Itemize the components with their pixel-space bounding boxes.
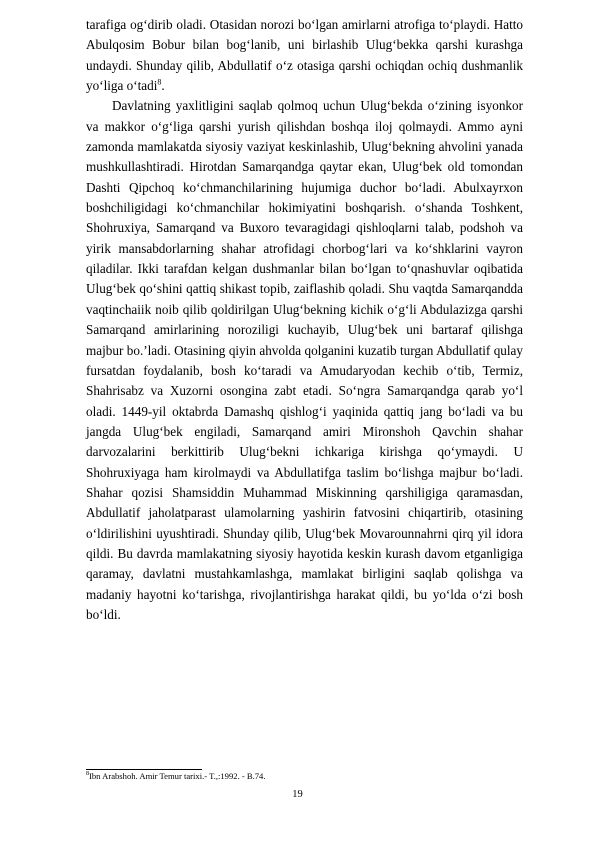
footnote-reference[interactable]: 8 (157, 77, 162, 87)
footnote (86, 771, 523, 782)
paragraph-1-text: tarafiga og‘dirib oladi. Otasidan norozi bo‘lgan amirlarni atrofiga to‘playdi. Hatto Abulqosim Bobur bilan bog‘lanib, uni birlashib Ulug‘bekka qarshi kurashga undaydi. Shunday qilib, Abdullatif o‘z otasiga qarshi ochiqdan ochiq dushmanlik yo‘liga o‘tadi (86, 17, 523, 94)
footnote-text: Ibn Arabshoh. Amir Temur tarixi.- T.,:1992. - B.74. (89, 771, 266, 781)
paragraph-1-end: . (161, 78, 165, 94)
main-text (86, 15, 523, 625)
page-number: 19 (292, 789, 303, 800)
paragraph-1 (86, 15, 523, 96)
footnote-divider (86, 769, 202, 770)
paragraph-2: Davlatning yaxlitligini saqlab qolmoq uchun Ulug‘bekda o‘zining isyonkor va makkor o‘g‘liga qarshi yurish qilishdan boshqa iloj qolmaydi. Ammo ayni zamonda mamlakatda siyosiy vaziyat keskinlashib, Ulug‘bekning ahvolini yanada mushkullashtiradi. Hirotdan Samarqandga qaytar ekan, Ulug‘bek old tomondan Dashti Qipchoq ko‘chmanchilarining hujumiga duchor bo‘ladi. Abulxayrxon boshchiligidagi ko‘chmanchilar hokimiyatini boshqarish. o‘shanda Toshkent, Shohruxiya, Samarqand va Buxoro tevaragidagi qishloqlarni talab, podshoh va yirik mansabdorlarning shahar atrofidagi chorbog‘lari va ko‘shklarini vayron qiladilar. Ikki tarafdan kelgan dushmanlar bilan bo‘lgan to‘qnashuvlar oqibatida Ulug‘bek qo‘shini qattiq shikast topib, zaiflashib qoladi. Shu vaqtda Samarqandda vaqtinchaiik noib qilib qoldirilgan Ulug‘bekning kichik o‘g‘li Abdulazizga qarshi Samarqand amirlarining noroziligi kuchayib, Ulug‘bek uni bartaraf qilishga majbur bo.’ladi. Otasining qiyin ahvolda qolganini kuzatib turgan Abdullatif qulay fursatdan foydalanib, bosh ko‘taradi va Amudaryodan kechib o‘tib, Termiz, Shahrisabz va Xuzorni osongina zabt etadi. So‘ngra Samarqandga qarab yo‘l oladi. 1449-yil oktabrda Damashq qishlog‘i yaqinida qattiq jang bo‘ladi va bu jangda Ulug‘bek engiladi, Samarqand amiri Mironshoh Qavchin shahar darvozalarini berkittirib Ulug‘bekni ichkariga kirishga qo‘ymaydi. U Shohruxiyaga ham kirolmaydi va Abdullatifga taslim bo‘lishga majbur bo‘ladi. Shahar qozisi Shamsiddin Muhammad Miskinning qarshiligiga qaramasdan, Abdullatif jaholatparast ulamolarning yashirin fatvosini chiqartirib, otasining o‘ldirilishini uyushtiradi. Shunday qilib, Ulug‘bek Movarounnahrni qirq yil idora qildi. Bu davrda mamlakatning siyosiy hayotida keskin kurash davom etganligiga qaramay, davlatni mustahkamlashga, mamlakat birligini saqlab qolishga va madaniy hayotni ko‘tarishga, rivojlantirishga harakat qildi, bu yo‘lda o‘zi bosh bo‘ldi. (86, 98, 523, 622)
footnote-number: 8 (86, 771, 89, 778)
